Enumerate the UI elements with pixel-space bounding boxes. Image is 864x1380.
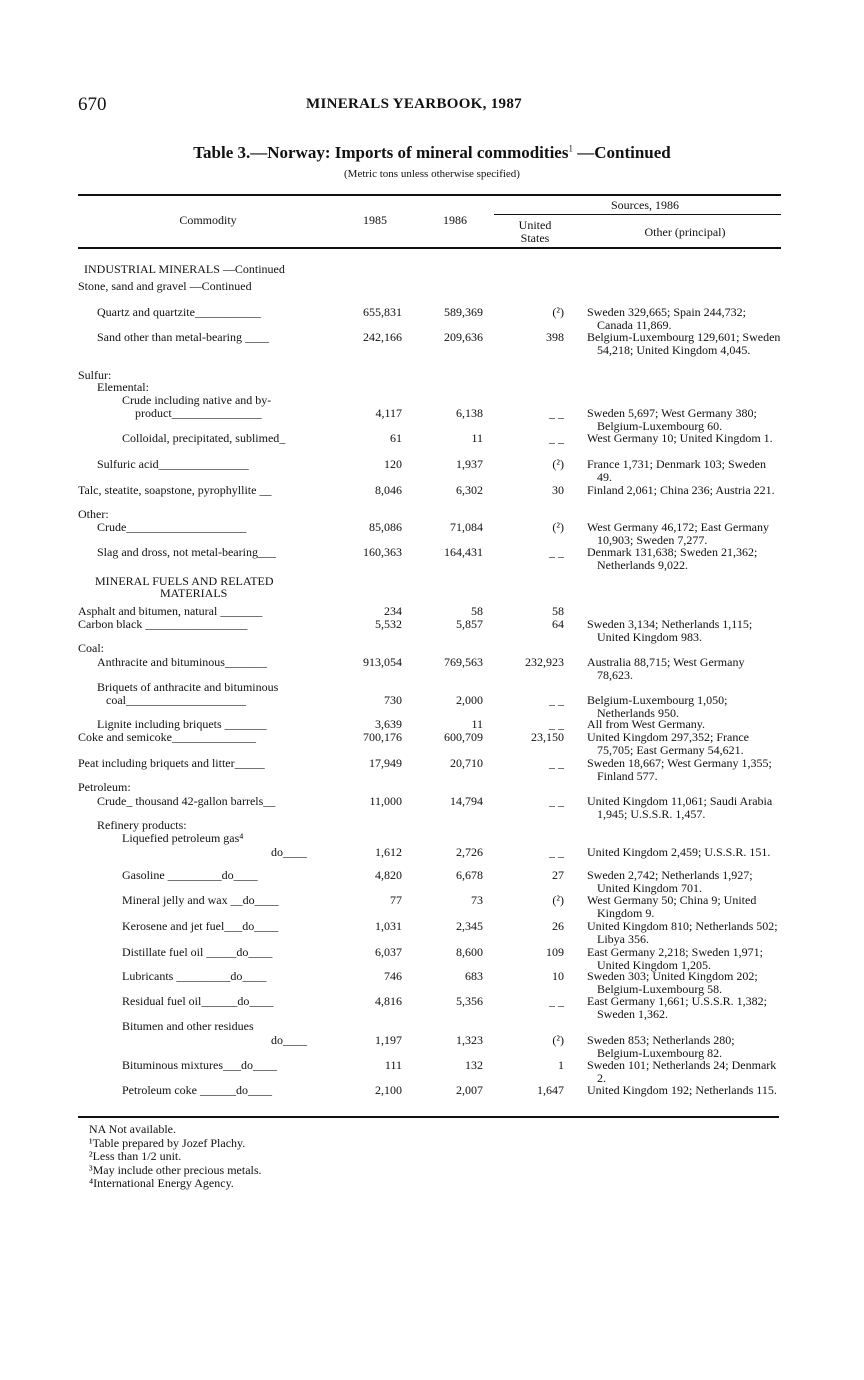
commodity-name: Lignite including briquets — [97, 717, 222, 731]
commodity-name: Mineral jelly and wax — [122, 893, 228, 907]
value-other-sources: Sweden 2,742; Netherlands 1,927; United Kingdom 701. — [587, 868, 753, 895]
value-other-sources: East Germany 1,661; U.S.S.R. 1,382; Sweden 1,362. — [587, 994, 767, 1021]
value-united-states: (²) — [552, 893, 564, 907]
value-united-states: 109 — [546, 945, 564, 959]
value-other-sources: Sweden 101; Netherlands 24; Denmark 2. — [587, 1058, 777, 1085]
value-other-sources: Australia 88,715; West Germany 78,623. — [587, 655, 745, 682]
value-1985: 1,031 — [375, 919, 402, 933]
commodity-name: INDUSTRIAL MINERALS —Continued — [84, 262, 285, 276]
dot-leader: ______do____ — [201, 994, 274, 1008]
dot-leader: ____________________ — [126, 520, 247, 534]
value-1985: 111 — [384, 1058, 402, 1072]
commodity-name: MATERIALS — [160, 586, 228, 600]
commodity-name: Sand other than metal-bearing — [97, 330, 242, 344]
header-other-principal: Other (principal) — [644, 225, 726, 239]
commodity-name: Slag and dross, not metal-bearing — [97, 545, 258, 559]
header-commodity: Commodity — [179, 213, 237, 227]
value-1986: 2,345 — [456, 919, 483, 933]
dot-leader: ____ — [241, 330, 269, 344]
header-bottom-rule — [78, 247, 781, 249]
commodity-label — [122, 869, 258, 882]
header-united-states — [500, 219, 570, 245]
table-title — [0, 143, 864, 163]
footnotes — [89, 1123, 262, 1191]
value-other-sources: Sweden 5,697; West Germany 380; Belgium-Luxembourg 60. — [587, 406, 757, 433]
commodity-label — [122, 432, 285, 445]
value-other-sources: Sweden 303; United Kingdom 202; Belgium-Luxembourg 58. — [587, 969, 758, 996]
commodity-name: Crude_ thousand 42-gallon barrels — [97, 794, 264, 808]
running-head: MINERALS YEARBOOK, 1987 — [306, 96, 522, 112]
value-other-sources: Belgium-Luxembourg 1,050; Netherlands 950. — [587, 693, 728, 720]
value-1986: 11 — [471, 431, 483, 445]
value-united-states: _ _ — [549, 693, 564, 707]
value-other-sources: United Kingdom 2,459; U.S.S.R. 151. — [587, 845, 771, 859]
commodity-label — [97, 306, 261, 319]
commodity-label — [106, 694, 246, 707]
value-1986: 164,431 — [444, 545, 483, 559]
commodity-label — [97, 521, 246, 534]
value-other-sources: East Germany 2,218; Sweden 1,971; United Kingdom 1,205. — [587, 945, 763, 972]
value-1985: 1,612 — [375, 845, 402, 859]
value-1986: 11 — [471, 717, 483, 731]
commodity-name: Bitumen and other residues — [122, 1019, 254, 1033]
value-united-states: _ _ — [549, 717, 564, 731]
value-other-sources: United Kingdom 810; Netherlands 502; Libya 356. — [587, 919, 778, 946]
value-1986: 2,726 — [456, 845, 483, 859]
table-title-suffix: —Continued — [572, 143, 671, 162]
commodity-name: do — [271, 845, 283, 859]
commodity-label — [122, 1020, 254, 1033]
value-1986: 589,369 — [444, 305, 483, 319]
value-1986: 6,302 — [456, 483, 483, 497]
header-united-states-line2: States — [520, 231, 550, 245]
value-united-states: 1 — [558, 1058, 564, 1072]
footnote: ³May include other precious metals. — [89, 1162, 262, 1177]
value-1986: 1,323 — [456, 1033, 483, 1047]
value-1986: 8,600 — [456, 945, 483, 959]
value-united-states: _ _ — [549, 756, 564, 770]
commodity-label — [78, 618, 247, 631]
header-united-states-line1: United — [518, 218, 552, 232]
table-title-footnote-ref: 1 — [568, 143, 573, 154]
value-other-sources: Sweden 18,667; West Germany 1,355; Finland 577. — [587, 756, 772, 783]
value-1985: 1,197 — [375, 1033, 402, 1047]
value-1986: 132 — [465, 1058, 483, 1072]
value-1985: 77 — [390, 893, 402, 907]
value-united-states: (²) — [552, 305, 564, 319]
value-1985: 17,949 — [369, 756, 402, 770]
commodity-name: Coal: — [78, 641, 104, 655]
commodity-name: Carbon black — [78, 617, 143, 631]
commodity-label — [122, 832, 243, 845]
dot-leader: _____do____ — [203, 945, 273, 959]
commodity-label — [122, 1059, 277, 1072]
dot-leader: ____ — [283, 1033, 307, 1047]
commodity-label — [122, 946, 272, 959]
value-1986: 5,857 — [456, 617, 483, 631]
value-1985: 655,831 — [363, 305, 402, 319]
commodity-label — [78, 731, 256, 744]
value-1985: 700,176 — [363, 730, 402, 744]
value-1985: 730 — [384, 693, 402, 707]
value-1985: 6,037 — [375, 945, 402, 959]
value-1986: 600,709 — [444, 730, 483, 744]
value-other-sources: West Germany 10; United Kingdom 1. — [587, 431, 773, 445]
value-1986: 71,084 — [450, 520, 483, 534]
footnote: NA Not available. — [89, 1122, 176, 1136]
value-1985: 11,000 — [369, 794, 402, 808]
value-1986: 2,007 — [456, 1083, 483, 1097]
value-other-sources: United Kingdom 11,061; Saudi Arabia 1,945; U.S.S.R. 1,457. — [587, 794, 773, 821]
dot-leader: _________________ — [142, 617, 248, 631]
value-united-states: 27 — [552, 868, 564, 882]
value-1986: 58 — [471, 604, 483, 618]
value-1985: 746 — [384, 969, 402, 983]
commodity-name: Distillate fuel oil — [122, 945, 204, 959]
table-top-rule — [78, 194, 781, 196]
commodity-name: Anthracite and bituminous — [97, 655, 225, 669]
dot-leader: ___do____ — [223, 1058, 278, 1072]
commodity-name: Quartz and quartzite — [97, 305, 195, 319]
value-united-states: 23,150 — [531, 730, 564, 744]
commodity-name: Talc, steatite, soapstone, pyrophyllite — [78, 483, 257, 497]
commodity-name: coal — [106, 693, 126, 707]
value-united-states: 30 — [552, 483, 564, 497]
value-other-sources: West Germany 46,172; East Germany 10,903; Sweden 7,277. — [587, 520, 769, 547]
commodity-name: do — [271, 1033, 283, 1047]
commodity-label — [78, 280, 252, 293]
value-1986: 769,563 — [444, 655, 483, 669]
value-other-sources: Finland 2,061; China 236; Austria 221. — [587, 483, 775, 497]
page-number: 670 — [78, 94, 107, 115]
dot-leader: __ — [263, 794, 276, 808]
commodity-name: Gasoline — [122, 868, 165, 882]
dot-leader: _______________ — [171, 406, 262, 420]
table-subtitle: (Metric tons unless otherwise specified) — [344, 168, 520, 180]
header-1985: 1985 — [363, 213, 387, 227]
commodity-label — [160, 587, 227, 600]
commodity-name: Petroleum coke — [122, 1083, 197, 1097]
value-1986: 209,636 — [444, 330, 483, 344]
value-other-sources: United Kingdom 297,352; France 75,705; East Germany 54,621. — [587, 730, 749, 757]
value-united-states: _ _ — [549, 845, 564, 859]
commodity-name: Colloidal, precipitated, sublimed — [122, 431, 280, 445]
commodity-label — [122, 920, 278, 933]
commodity-label — [84, 263, 285, 276]
commodity-label — [78, 781, 131, 794]
dot-leader: _______ — [221, 717, 267, 731]
value-other-sources: All from West Germany. — [587, 717, 706, 731]
commodity-name: Peat including briquets and litter — [78, 756, 235, 770]
commodity-name: Stone, sand and gravel —Continued — [78, 279, 252, 293]
value-other-sources: Sweden 853; Netherlands 280; Belgium-Luxembourg 82. — [587, 1033, 735, 1060]
value-1986: 20,710 — [450, 756, 483, 770]
footnote: ⁴International Energy Agency. — [89, 1176, 234, 1190]
value-united-states: 26 — [552, 919, 564, 933]
value-1985: 4,820 — [375, 868, 402, 882]
value-united-states: 10 — [552, 969, 564, 983]
dot-leader: _______ — [224, 655, 267, 669]
dot-leader: ______________ — [171, 730, 256, 744]
value-united-states: 232,923 — [525, 655, 564, 669]
value-1986: 5,356 — [456, 994, 483, 1008]
footnote: ²Less than 1/2 unit. — [89, 1149, 182, 1163]
dot-leader: __do____ — [227, 893, 279, 907]
commodity-name: Refinery products: — [97, 818, 187, 832]
dot-leader: ______do____ — [196, 1083, 272, 1097]
header-1986: 1986 — [443, 213, 467, 227]
commodity-label — [122, 894, 279, 907]
commodity-label — [78, 642, 104, 655]
table-title-text: Table 3.—Norway: Imports of mineral commodities — [193, 143, 569, 162]
value-1985: 8,046 — [375, 483, 402, 497]
commodity-label — [271, 846, 307, 859]
value-1986: 73 — [471, 893, 483, 907]
commodity-name: Liquefied petroleum gas⁴ — [122, 831, 244, 845]
value-united-states: 1,647 — [537, 1083, 564, 1097]
value-1985: 2,100 — [375, 1083, 402, 1097]
dot-leader: _______________ — [158, 457, 249, 471]
commodity-name: Briquets of anthracite and bituminous — [97, 680, 279, 694]
value-1986: 1,937 — [456, 457, 483, 471]
commodity-name: MINERAL FUELS AND RELATED — [95, 574, 274, 588]
value-united-states: 398 — [546, 330, 564, 344]
dot-leader: ___________ — [194, 305, 261, 319]
value-other-sources: Sweden 3,134; Netherlands 1,115; United Kingdom 983. — [587, 617, 753, 644]
dot-leader: _____ — [234, 756, 265, 770]
commodity-name: Other: — [78, 507, 109, 521]
commodity-label — [78, 484, 271, 497]
value-other-sources: Belgium-Luxembourg 129,601; Sweden 54,218; United Kingdom 4,045. — [587, 330, 781, 357]
commodity-label — [97, 546, 276, 559]
dot-leader: _________do____ — [173, 969, 267, 983]
dot-leader: ___do____ — [224, 919, 279, 933]
commodity-name: Sulfuric acid — [97, 457, 159, 471]
dot-leader: ____ — [283, 845, 307, 859]
value-united-states: _ _ — [549, 545, 564, 559]
commodity-name: product — [135, 406, 172, 420]
commodity-label — [122, 995, 273, 1008]
value-1985: 4,816 — [375, 994, 402, 1008]
value-united-states: _ _ — [549, 431, 564, 445]
commodity-label — [271, 1034, 307, 1047]
commodity-label — [135, 407, 262, 420]
value-1985: 4,117 — [375, 406, 402, 420]
value-1985: 234 — [384, 604, 402, 618]
value-1986: 6,678 — [456, 868, 483, 882]
commodity-label — [122, 970, 266, 983]
value-other-sources: Sweden 329,665; Spain 244,732; Canada 11,869. — [587, 305, 746, 332]
commodity-name: Lubricants — [122, 969, 174, 983]
commodity-name: Crude including native and by- — [122, 393, 272, 407]
commodity-name: Coke and semicoke — [78, 730, 172, 744]
value-united-states: (²) — [552, 457, 564, 471]
value-united-states: _ _ — [549, 994, 564, 1008]
value-1985: 3,639 — [375, 717, 402, 731]
commodity-label — [78, 757, 265, 770]
commodity-name: Petroleum: — [78, 780, 131, 794]
value-other-sources: United Kingdom 192; Netherlands 115. — [587, 1083, 777, 1097]
header-sources: Sources, 1986 — [611, 198, 679, 212]
value-united-states: 58 — [552, 604, 564, 618]
commodity-label — [97, 458, 249, 471]
commodity-label — [97, 331, 269, 344]
commodity-name: Elemental: — [97, 380, 149, 394]
value-1986: 2,000 — [456, 693, 483, 707]
table-bottom-rule — [78, 1116, 779, 1118]
dot-leader: _______ — [217, 604, 263, 618]
value-united-states: _ _ — [549, 794, 564, 808]
dot-leader: ____________________ — [126, 693, 246, 707]
commodity-name: Residual fuel oil — [122, 994, 202, 1008]
value-united-states: 64 — [552, 617, 564, 631]
value-other-sources: West Germany 50; China 9; United Kingdom 9. — [587, 893, 757, 920]
value-1986: 14,794 — [450, 794, 483, 808]
commodity-name: Bituminous mixtures — [122, 1058, 224, 1072]
dot-leader: __ — [256, 483, 272, 497]
dot-leader: _________do____ — [164, 868, 258, 882]
commodity-name: Crude — [97, 520, 127, 534]
commodity-label — [97, 795, 275, 808]
value-other-sources: France 1,731; Denmark 103; Sweden 49. — [587, 457, 766, 484]
value-1985: 160,363 — [363, 545, 402, 559]
commodity-name: Kerosene and jet fuel — [122, 919, 225, 933]
value-united-states: (²) — [552, 520, 564, 534]
value-united-states: (²) — [552, 1033, 564, 1047]
footnote: ¹Table prepared by Jozef Plachy. — [89, 1135, 246, 1150]
value-1985: 120 — [384, 457, 402, 471]
value-1985: 61 — [390, 431, 402, 445]
value-other-sources: Denmark 131,638; Sweden 21,362; Netherlands 9,022. — [587, 545, 758, 572]
value-1985: 913,054 — [363, 655, 402, 669]
value-1986: 6,138 — [456, 406, 483, 420]
commodity-label — [97, 656, 267, 669]
value-1985: 5,532 — [375, 617, 402, 631]
commodity-label — [122, 1084, 272, 1097]
dot-leader: ___ — [257, 545, 276, 559]
sources-underline — [494, 214, 781, 215]
dot-leader: _ — [279, 431, 286, 445]
commodity-name: Asphalt and bitumen, natural — [78, 604, 218, 618]
commodity-name: Sulfur: — [78, 368, 112, 382]
value-1985: 242,166 — [363, 330, 402, 344]
value-1985: 85,086 — [369, 520, 402, 534]
value-united-states: _ _ — [549, 406, 564, 420]
value-1986: 683 — [465, 969, 483, 983]
